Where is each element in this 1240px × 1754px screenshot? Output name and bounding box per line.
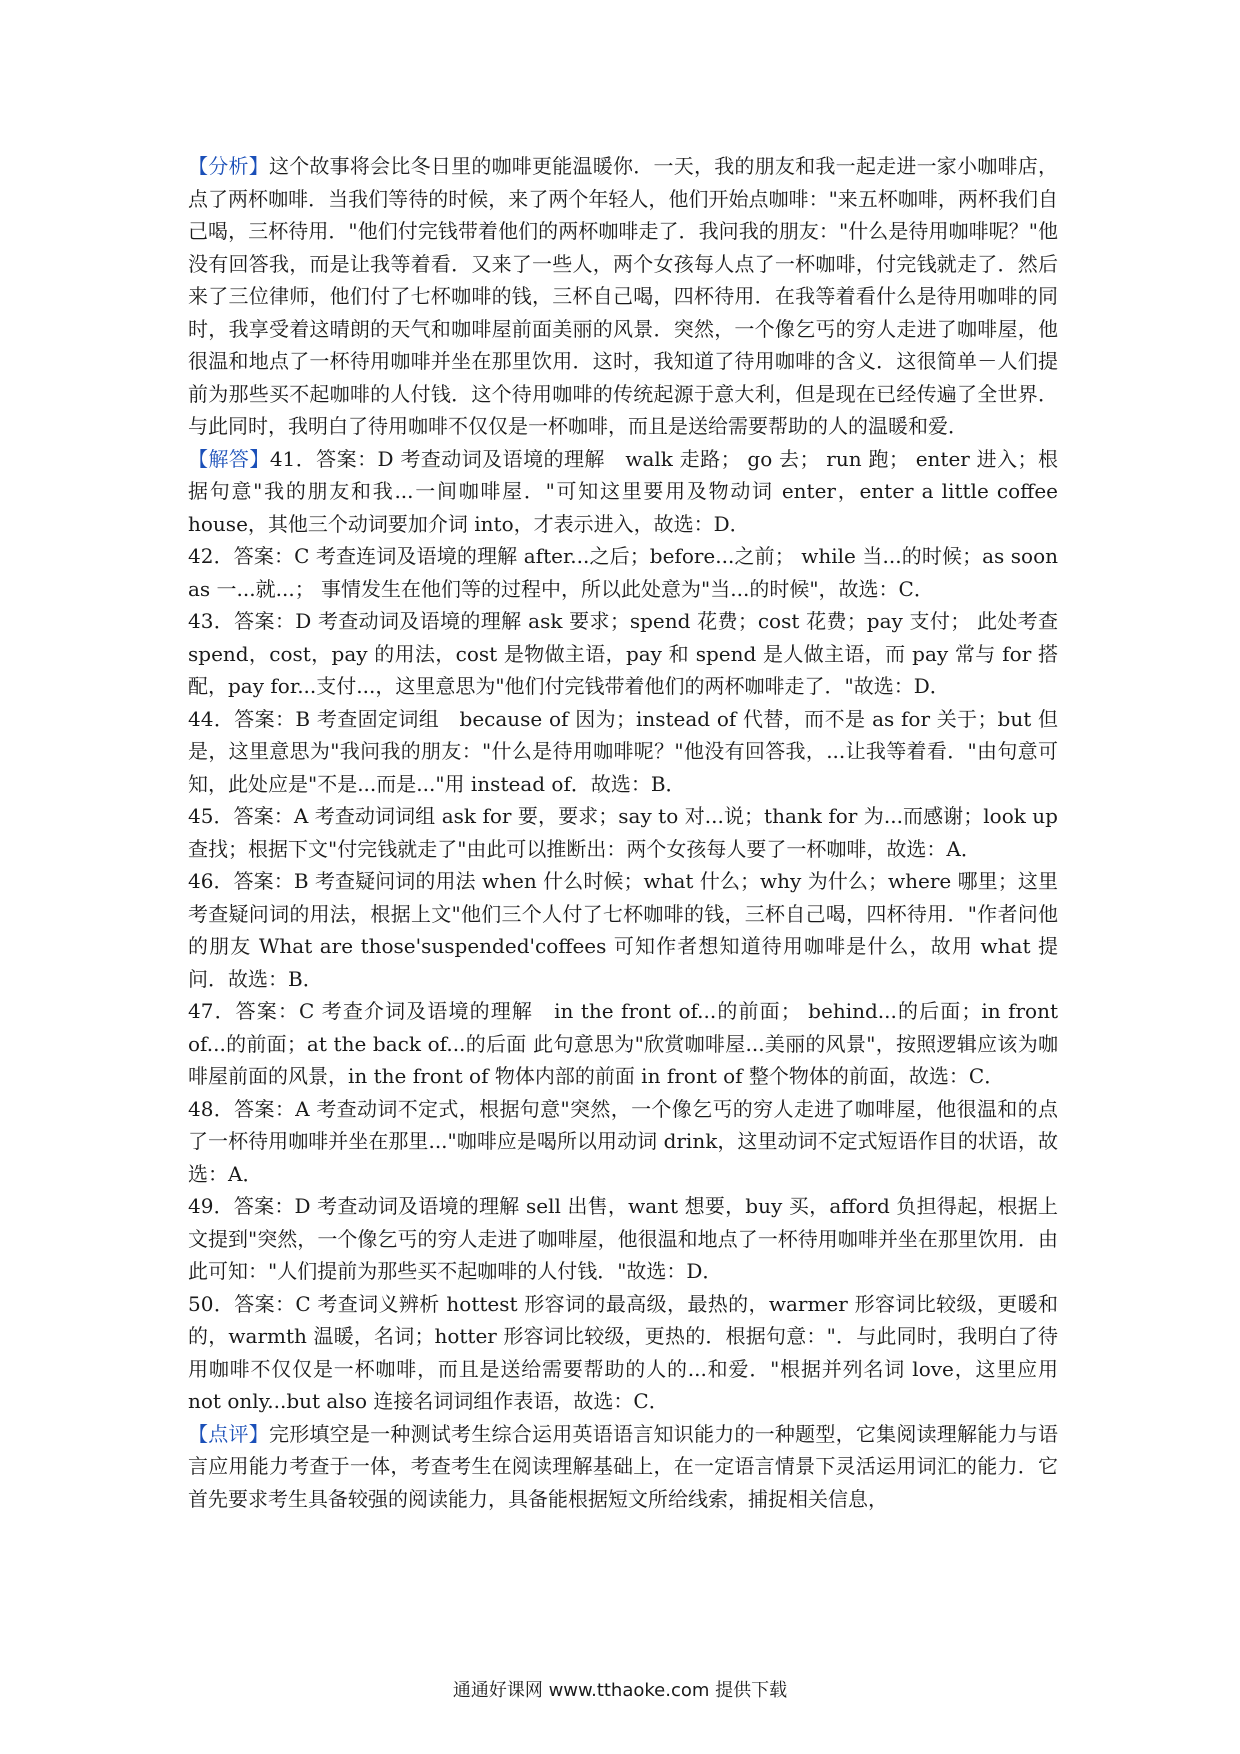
answer-item-47: 47．答案：C 考查介词及语境的理解 in the front of...的前面； behind...的后面；in front of...的前面；at the back of...的后面 此句意思为"欣赏咖啡屋...美丽的风景"，按照逻辑应该为咖啡屋前面的风景，in the front of 物体内部的前面 in front of 整个物体的前面，故选：C．	[188, 999, 1058, 1088]
answer-item-45: 45．答案：A 考查动词词组 ask for 要，要求；say to 对...说；thank for 为...而感谢；look up 查找；根据下文"付完钱就走了"由此可以推断出：两个女孩每人要了一杯咖啡，故选：A．	[188, 804, 1058, 861]
answer-item-42: 42．答案：C 考查连词及语境的理解 after...之后；before...之前； while 当...的时候；as soon as 一...就...； 事情发生在他们等的过程中，所以此处意为"当...的时候"，故选：C．	[188, 544, 1058, 601]
answer-item-46: 46．答案：B 考查疑问词的用法 when 什么时候；what 什么；why 为什么；where 哪里；这里考查疑问词的用法，根据上文"他们三个人付了七杯咖啡的钱，三杯自己喝，四杯待用．"作者问他的朋友 What are those'suspended'coffees 可知作者想知道待用咖啡是什么，故用 what 提问．故选：B．	[188, 869, 1058, 991]
comment-paragraph	[188, 1418, 1058, 1516]
comment-text: 完形填空是一种测试考生综合运用英语语言知识能力的一种题型，它集阅读理解能力与语言应用能力考查于一体，考查考生在阅读理解基础上，在一定语言情景下灵活运用词汇的能力．它首先要求考生具备较强的阅读能力，具备能根据短文所给线索，捕捉相关信息，	[188, 1421, 1059, 1511]
answer-item-50: 50．答案：C 考查词义辨析 hottest 形容词的最高级，最热的，warmer 形容词比较级，更暖和的，warmth 温暖，名词；hotter 形容词比较级，更热的．根据句意："．与此同时，我明白了待用咖啡不仅仅是一杯咖啡，而且是送给需要帮助的人的...和爱．"根据并列名词 love，这里应用 not only...but also 连接名词词组作表语，故选：C．	[188, 1291, 1058, 1413]
answer-item-44: 44．答案：B 考查固定词组 because of 因为；instead of 代替，而不是 as for 关于；but 但是，这里意思为"我问我的朋友："什么是待用咖啡呢？"他没有回答我，...让我等着看．"由句意可知，此处应是"不是...而是..."用 instead of．故选：B．	[188, 706, 1058, 796]
page-footer: 通通好课网 www.tthaoke.com 提供下载	[452, 1680, 788, 1701]
answer-tag: 【解答】	[188, 446, 270, 471]
analysis-text: 这个故事将会比冬日里的咖啡更能温暖你．一天，我的朋友和我一起走进一家小咖啡店，点了两杯咖啡．当我们等待的时候，来了两个年轻人，他们开始点咖啡："来五杯咖啡，两杯我们自己喝，三杯待用．"他们付完钱带着他们的两杯咖啡走了．我问我的朋友："什么是待用咖啡呢？"他没有回答我，而是让我等着看．又来了一些人，两个女孩每人点了一杯咖啡，付完钱就走了．然后来了三位律师，他们付了七杯咖啡的钱，三杯自己喝，四杯待用．在我等着看什么是待用咖啡的同时，我享受着这晴朗的天气和咖啡屋前面美丽的风景．突然，一个像乞丐的穷人走进了咖啡屋，他很温和地点了一杯待用咖啡并坐在那里饮用．这时，我知道了待用咖啡的含义．这很简单－人们提前为那些买不起咖啡的人付钱．这个待用咖啡的传统起源于意大利，但是现在已经传遍了全世界．与此同时，我明白了待用咖啡不仅仅是一杯咖啡，而且是送给需要帮助的人的温暖和爱．	[188, 154, 1059, 438]
answer-item-48: 48．答案：A 考查动词不定式，根据句意"突然，一个像乞丐的穷人走进了咖啡屋，他很温和的点了一杯待用咖啡并坐在那里..."咖啡应是喝所以用动词 drink，这里动词不定式短语作目的状语，故选：A．	[188, 1096, 1058, 1186]
comment-tag: 【点评】	[188, 1421, 269, 1446]
analysis-tag: 【分析】	[188, 154, 269, 178]
answer-item-43: 43．答案：D 考查动词及语境的理解 ask 要求；spend 花费；cost 花费；pay 支付； 此处考查 spend，cost，pay 的用法，cost 是物做主语，pay 和 spend 是人做主语，而 pay 常与 for 搭配，pay for...支付...，这里意思为"他们付完钱带着他们的两杯咖啡走了．"故选：D．	[188, 609, 1058, 698]
analysis-paragraph	[188, 150, 1058, 443]
document-body	[188, 150, 1058, 1515]
answer-text: 41．答案：D 考查动词及语境的理解 walk 走路； go 去； run 跑； enter 进入；根据句意"我的朋友和我...一间咖啡屋．"可知这里要用及物动词 enter，enter a little coffee house，其他三个动词要加介词 into，才表示进入，故选：D．	[188, 446, 1059, 536]
answer-item-41	[188, 443, 1058, 541]
answer-item-49: 49．答案：D 考查动词及语境的理解 sell 出售，want 想要，buy 买，afford 负担得起，根据上文提到"突然，一个像乞丐的穷人走进了咖啡屋，他很温和地点了一杯待用咖啡并坐在那里饮用．由此可知："人们提前为那些买不起咖啡的人付钱．"故选：D．	[188, 1194, 1058, 1283]
